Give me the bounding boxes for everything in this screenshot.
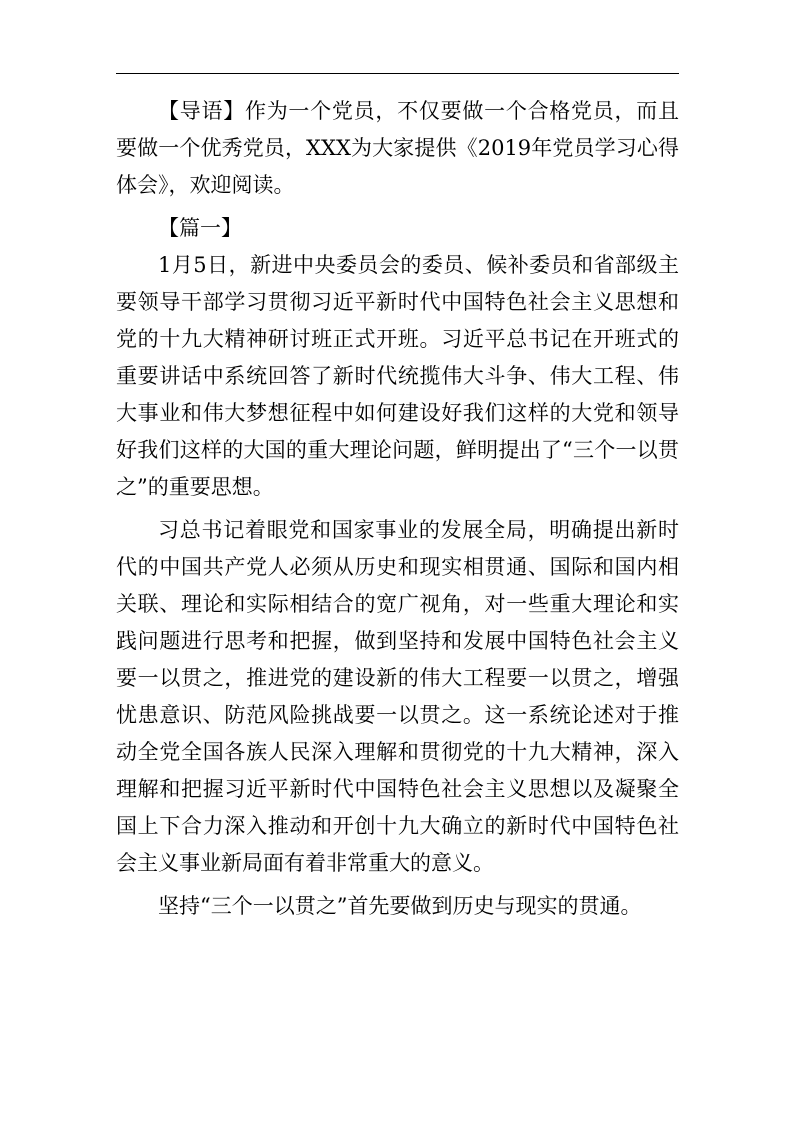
body-paragraph-2: 习总书记着眼党和国家事业的发展全局，明确提出新时代的中国共产党人必须从历史和现实相贯通、国际和国内相关联、理论和实际相结合的宽广视角，对一些重大理论和实践问题进行思考和把握，做到坚持和发展中国特色社会主义要一以贯之，推进党的建设新的伟大工程要一以贯之，增强忧患意识、防范风险挑战要一以贯之。这一系统论述对于推动全党全国各族人民深入理解和贯彻党的十九大精神，深入理解和把握习近平新时代中国特色社会主义思想以及凝聚全国上下合力深入推动和开创十九大确立的新时代中国特色社会主义事业新局面有着非常重大的意义。 (116, 518, 679, 875)
intro-paragraph: 【导语】作为一个党员，不仅要做一个合格党员，而且要做一个优秀党员，XXX为大家提供《2019年党员学习心得体会》，欢迎阅读。 (116, 99, 679, 197)
header-rule (116, 73, 679, 74)
document-body (116, 93, 679, 925)
body-paragraph-1: 1月5日，新进中央委员会的委员、候补委员和省部级主要领导干部学习贯彻习近平新时代中国特色社会主义思想和党的十九大精神研讨班正式开班。习近平总书记在开班式的重要讲话中系统回答了新时代统揽伟大斗争、伟大工程、伟大事业和伟大梦想征程中如何建设好我们这样的大党和领导好我们这样的大国的重大理论问题，鲜明提出了“三个一以贯之”的重要思想。 (116, 253, 679, 499)
section-heading: 【篇一】 (158, 216, 242, 240)
body-paragraph-3: 坚持“三个一以贯之”首先要做到历史与现实的贯通。 (158, 894, 642, 918)
